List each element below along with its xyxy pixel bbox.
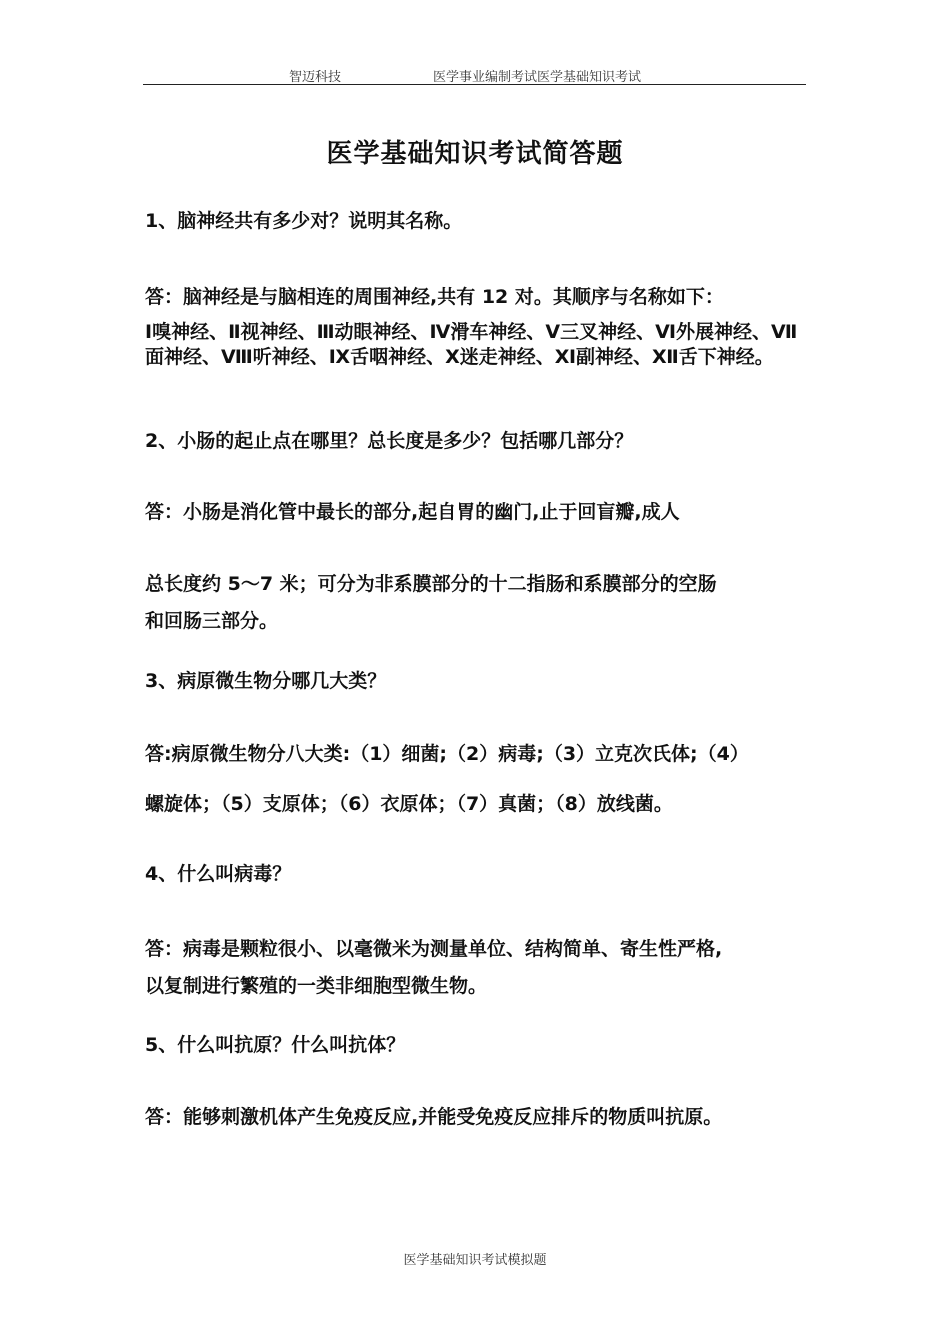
answer-1-line-2: Ⅰ嗅神经、Ⅱ视神经、Ⅲ动眼神经、Ⅳ滑车神经、Ⅴ三叉神经、Ⅵ外展神经、Ⅶ面神经、Ⅷ听神经、Ⅸ舌咽神经、Ⅹ迷走神经、Ⅺ副神经、Ⅻ舌下神经。 <box>145 321 798 368</box>
answer-3-line-1: 答:病原微生物分八大类:（1）细菌;（2）病毒;（3）立克次氏体;（4） <box>145 743 749 765</box>
answer-2-line-2: 总长度约 5～7 米；可分为非系膜部分的十二指肠和系膜部分的空肠 <box>145 573 717 595</box>
question-5: 5、什么叫抗原？什么叫抗体？ <box>145 1034 406 1056</box>
document-title: 医学基础知识考试简答题 <box>326 139 624 169</box>
question-4: 4、什么叫病毒？ <box>145 863 292 885</box>
answer-2-line-3: 和回肠三部分。 <box>145 610 279 632</box>
question-2: 2、小肠的起止点在哪里？总长度是多少？包括哪几部分？ <box>145 430 634 452</box>
question-1: 1、脑神经共有多少对？说明其名称。 <box>145 210 463 232</box>
question-3: 3、病原微生物分哪几大类？ <box>145 670 387 692</box>
answer-2-line-1: 答：小肠是消化管中最长的部分,起自胃的幽门,止于回盲瓣,成人 <box>145 501 680 523</box>
header-company: 智迈科技 <box>289 70 342 85</box>
answer-1-line-1: 答：脑神经是与脑相连的周围神经,共有 12 对。其顺序与名称如下： <box>145 286 724 308</box>
header-exam-title: 医学事业编制考试医学基础知识考试 <box>433 70 642 85</box>
answer-4-line-1: 答：病毒是颗粒很小、以毫微米为测量单位、结构简单、寄生性严格, <box>145 938 723 960</box>
answer-3-line-2: 螺旋体；（5）支原体；（6）衣原体；（7）真菌；（8）放线菌。 <box>145 793 673 815</box>
answer-5-line-1: 答：能够刺激机体产生免疫反应,并能受免疫反应排斥的物质叫抗原。 <box>145 1106 723 1128</box>
page-footer: 医学基础知识考试模拟题 <box>403 1253 547 1268</box>
answer-4-line-2: 以复制进行繁殖的一类非细胞型微生物。 <box>145 975 488 997</box>
page-header <box>143 64 806 85</box>
